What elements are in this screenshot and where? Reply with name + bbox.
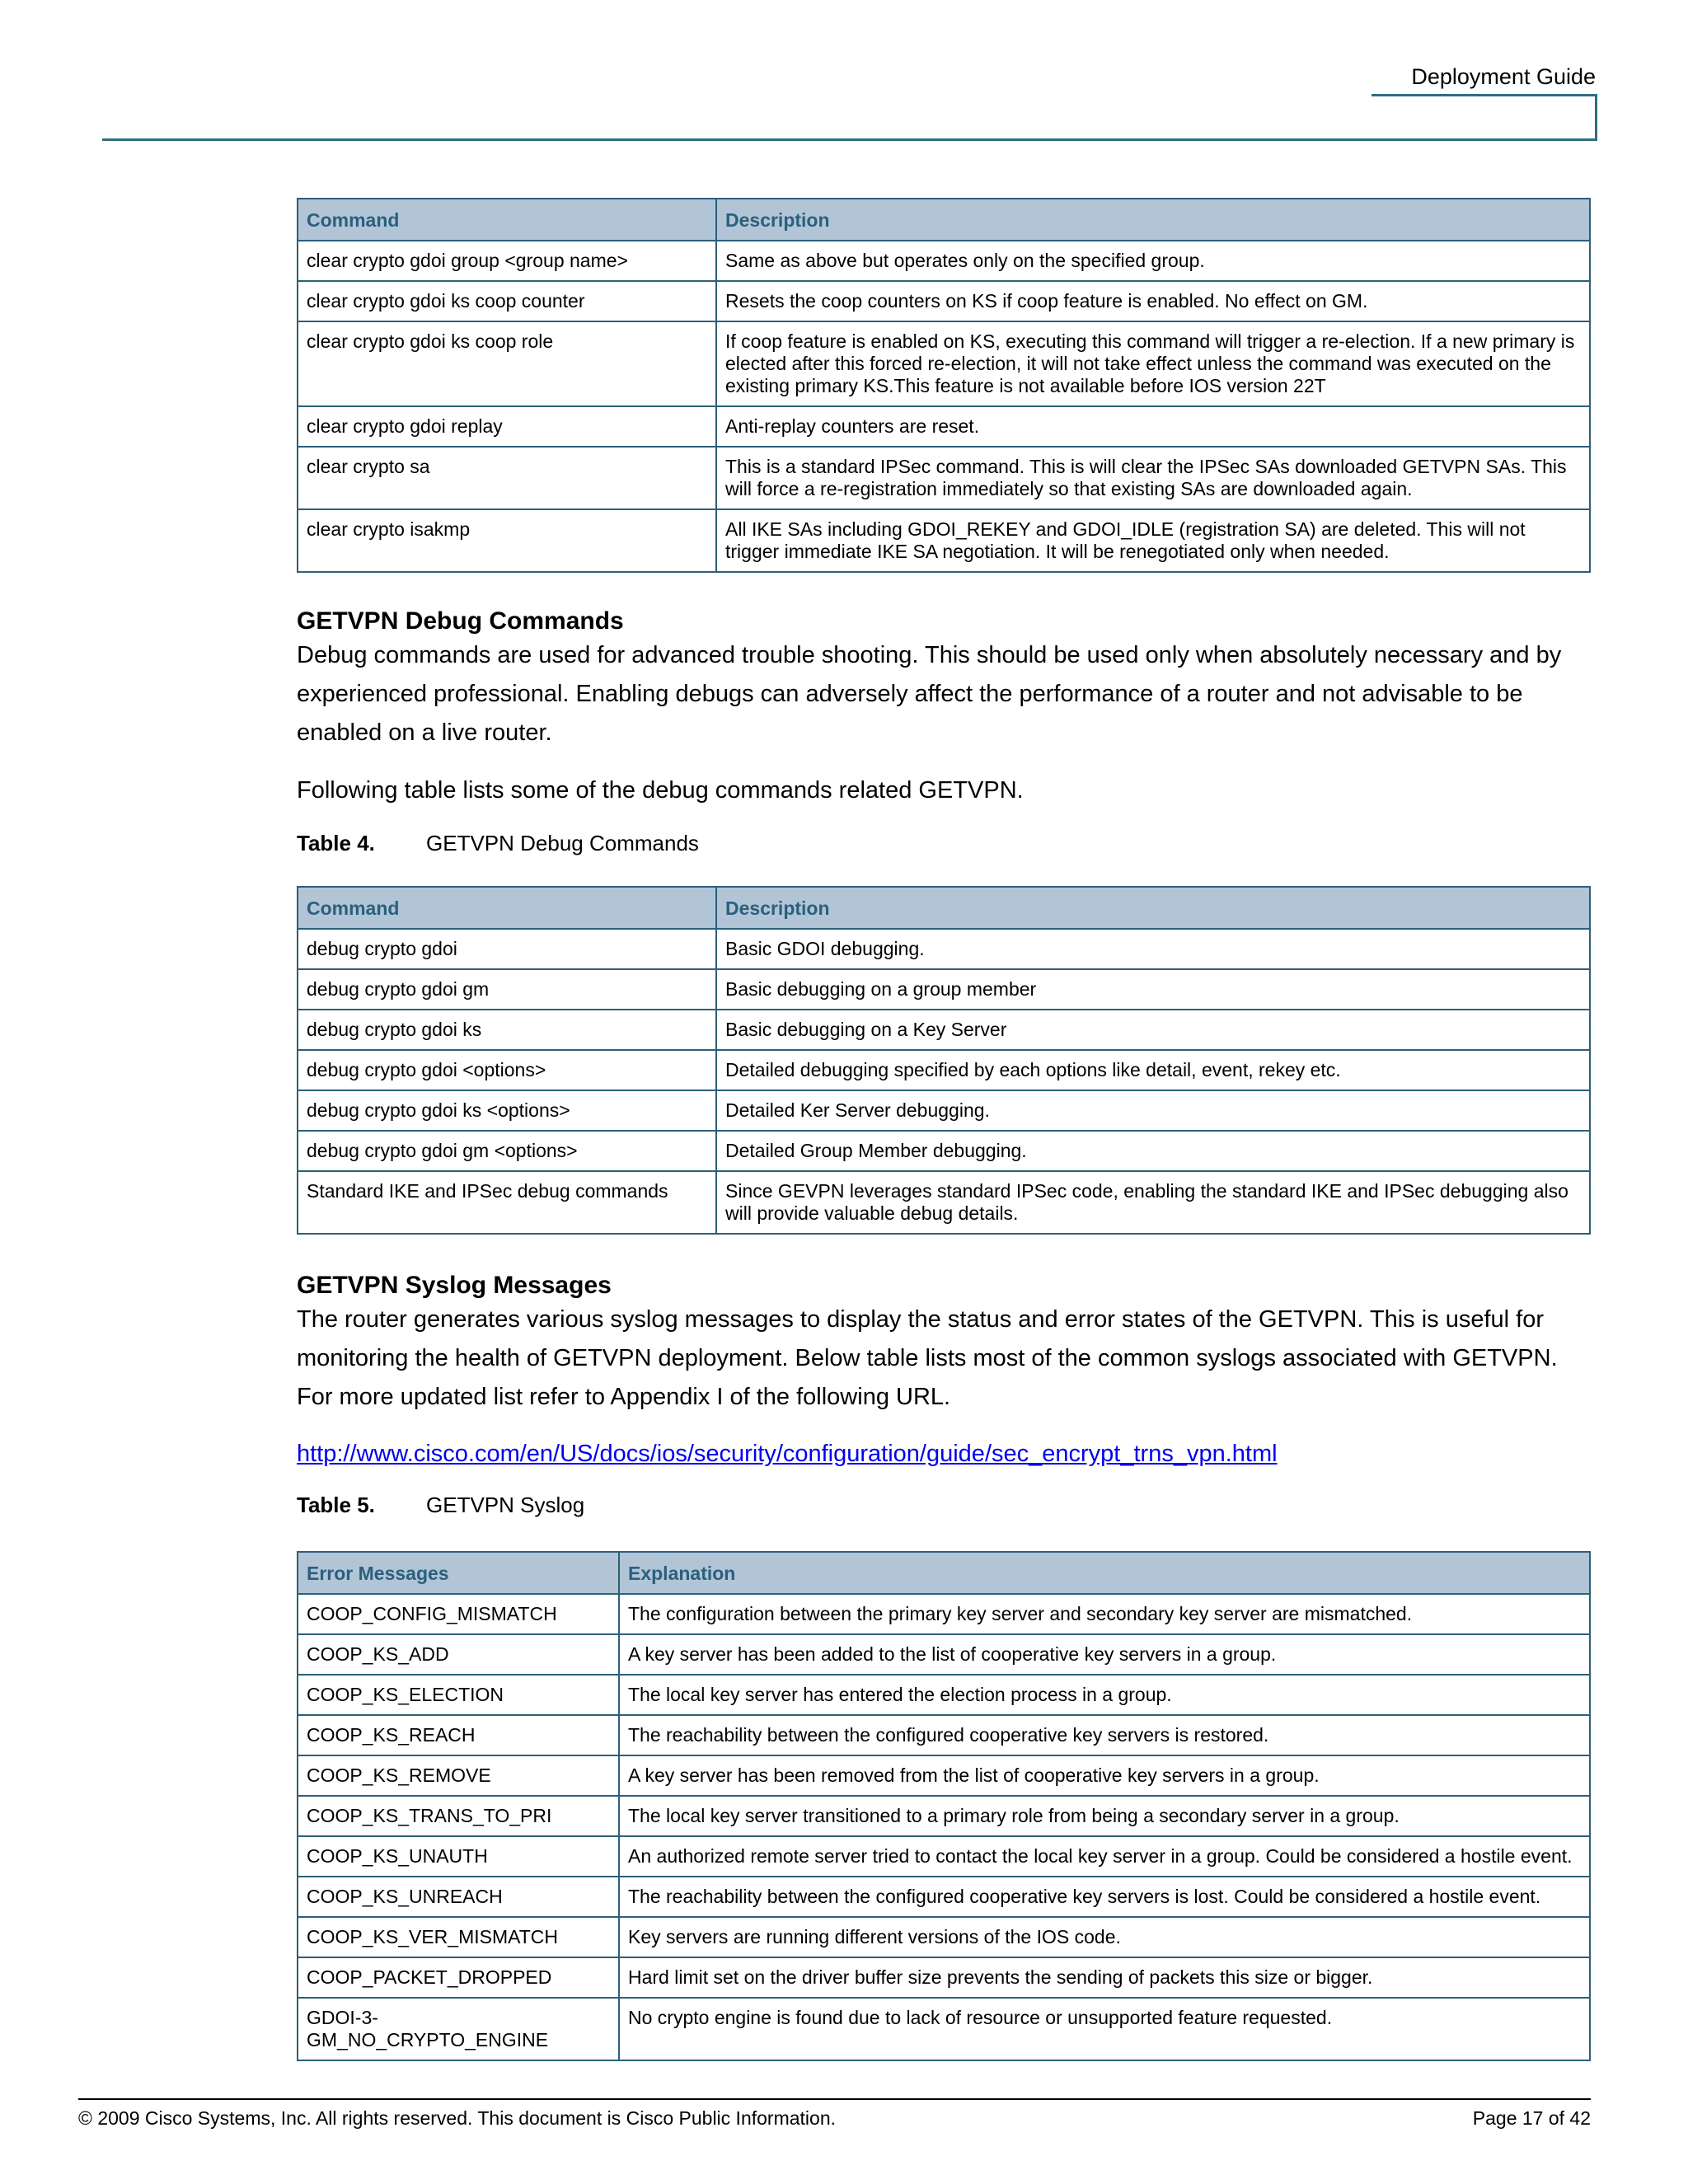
table-row bbox=[298, 1171, 1590, 1234]
description-cell: Resets the coop counters on KS if coop feature is enabled. No effect on GM. bbox=[716, 281, 1590, 321]
footer-copyright: © 2009 Cisco Systems, Inc. All rights reserved. This document is Cisco Public Information. bbox=[78, 2107, 837, 2129]
table-4-caption bbox=[297, 830, 1591, 856]
header-title: Deployment Guide bbox=[1411, 64, 1596, 89]
table-row bbox=[298, 1796, 1590, 1836]
command-cell: clear crypto gdoi ks coop counter bbox=[298, 281, 716, 321]
explanation-cell: A key server has been added to the list of cooperative key servers in a group. bbox=[619, 1634, 1590, 1675]
description-cell: Same as above but operates only on the specified group. bbox=[716, 241, 1590, 281]
table-row bbox=[298, 1675, 1590, 1715]
description-cell: Basic GDOI debugging. bbox=[716, 929, 1590, 969]
description-cell: Since GEVPN leverages standard IPSec code, enabling the standard IKE and IPSec debugging also will provide valuable debug details. bbox=[716, 1171, 1590, 1234]
clear-commands-table-wrap bbox=[297, 198, 1591, 573]
table-row bbox=[298, 509, 1590, 572]
error-message-cell: COOP_KS_UNREACH bbox=[298, 1877, 619, 1917]
description-cell: Detailed debugging specified by each options like detail, event, rekey etc. bbox=[716, 1050, 1590, 1090]
description-cell: Basic debugging on a group member bbox=[716, 969, 1590, 1010]
explanation-cell: The local key server transitioned to a primary role from being a secondary server in a group. bbox=[619, 1796, 1590, 1836]
command-cell: Standard IKE and IPSec debug commands bbox=[298, 1171, 716, 1234]
table-row bbox=[298, 1836, 1590, 1877]
table-row bbox=[298, 1594, 1590, 1634]
table-row bbox=[298, 1634, 1590, 1675]
command-cell: debug crypto gdoi bbox=[298, 929, 716, 969]
table-4-number: Table 4. bbox=[297, 831, 375, 855]
command-cell: debug crypto gdoi ks bbox=[298, 1010, 716, 1050]
table-row bbox=[298, 1090, 1590, 1131]
syslog-section-heading: GETVPN Syslog Messages bbox=[297, 1272, 612, 1299]
explanation-cell: The reachability between the configured cooperative key servers is restored. bbox=[619, 1715, 1590, 1755]
command-cell: clear crypto gdoi group <group name> bbox=[298, 241, 716, 281]
explanation-cell: The reachability between the configured cooperative key servers is lost. Could be considered a hostile event. bbox=[619, 1877, 1590, 1917]
column-header-command: Command bbox=[298, 199, 716, 241]
error-message-cell: COOP_KS_ELECTION bbox=[298, 1675, 619, 1715]
description-cell: Detailed Ker Server debugging. bbox=[716, 1090, 1590, 1131]
error-message-cell: COOP_KS_UNAUTH bbox=[298, 1836, 619, 1877]
command-cell: clear crypto gdoi replay bbox=[298, 406, 716, 447]
command-cell: debug crypto gdoi ks <options> bbox=[298, 1090, 716, 1131]
explanation-cell: An authorized remote server tried to contact the local key server in a group. Could be considered a hostile event. bbox=[619, 1836, 1590, 1877]
error-message-cell: COOP_KS_REACH bbox=[298, 1715, 619, 1755]
table-header-row bbox=[298, 1552, 1590, 1594]
table-row bbox=[298, 406, 1590, 447]
header-tab-rule bbox=[1372, 94, 1597, 96]
header-tab-side-rule bbox=[1595, 94, 1597, 141]
description-cell: Detailed Group Member debugging. bbox=[716, 1131, 1590, 1171]
command-cell: debug crypto gdoi gm <options> bbox=[298, 1131, 716, 1171]
table-5-title: GETVPN Syslog bbox=[426, 1493, 585, 1517]
table-row bbox=[298, 1715, 1590, 1755]
table-row bbox=[298, 1755, 1590, 1796]
syslog-section bbox=[297, 1271, 1591, 1518]
command-cell: debug crypto gdoi <options> bbox=[298, 1050, 716, 1090]
command-cell: clear crypto isakmp bbox=[298, 509, 716, 572]
error-message-cell: GDOI-3-GM_NO_CRYPTO_ENGINE bbox=[298, 1998, 619, 2060]
table-row bbox=[298, 1957, 1590, 1998]
column-header-description: Description bbox=[716, 887, 1590, 929]
column-header-explanation: Explanation bbox=[619, 1552, 1590, 1594]
explanation-cell: The local key server has entered the election process in a group. bbox=[619, 1675, 1590, 1715]
description-cell: This is a standard IPSec command. This is will clear the IPSec SAs downloaded GETVPN SAs. This will force a re-registration immediately so that existing SAs are downloaded again. bbox=[716, 447, 1590, 509]
table-row bbox=[298, 929, 1590, 969]
table-row bbox=[298, 1131, 1590, 1171]
error-message-cell: COOP_PACKET_DROPPED bbox=[298, 1957, 619, 1998]
table-header-row bbox=[298, 887, 1590, 929]
table-row bbox=[298, 321, 1590, 406]
table-5-caption bbox=[297, 1492, 1591, 1518]
cisco-doc-link[interactable]: http://www.cisco.com/en/US/docs/ios/security/configuration/guide/sec_encrypt_trns_vpn.html bbox=[297, 1441, 1278, 1467]
syslog-table-wrap bbox=[297, 1551, 1591, 2061]
error-message-cell: COOP_CONFIG_MISMATCH bbox=[298, 1594, 619, 1634]
table-4-title: GETVPN Debug Commands bbox=[426, 831, 699, 855]
explanation-cell: Hard limit set on the driver buffer size prevents the sending of packets this size or bigger. bbox=[619, 1957, 1590, 1998]
debug-section bbox=[297, 607, 1591, 856]
table-row bbox=[298, 969, 1590, 1010]
debug-section-heading: GETVPN Debug Commands bbox=[297, 607, 624, 635]
syslog-link-row bbox=[297, 1437, 1591, 1470]
table-header-row bbox=[298, 199, 1590, 241]
column-header-command: Command bbox=[298, 887, 716, 929]
table-row bbox=[298, 1917, 1590, 1957]
description-cell: If coop feature is enabled on KS, executing this command will trigger a re-election. If a new primary is elected after this forced re-election, it will not take effect unless the command was executed on the existing primary KS.This feature is not available before IOS version 22T bbox=[716, 321, 1590, 406]
description-cell: All IKE SAs including GDOI_REKEY and GDOI_IDLE (registration SA) are deleted. This will not trigger immediate IKE SA negotiation. It will be renegotiated only when needed. bbox=[716, 509, 1590, 572]
footer-rule bbox=[78, 2098, 1591, 2100]
debug-table-wrap bbox=[297, 886, 1591, 1235]
syslog-paragraph: The router generates various syslog messages to display the status and error states of the GETVPN. This is useful for monitoring the health of GETVPN deployment. Below table lists most of the common syslogs associated with GETVPN. For more updated list refer to Appendix I of the following URL. bbox=[297, 1306, 1558, 1410]
description-cell: Anti-replay counters are reset. bbox=[716, 406, 1590, 447]
description-cell: Basic debugging on a Key Server bbox=[716, 1010, 1590, 1050]
debug-table-intro: Following table lists some of the debug commands related GETVPN. bbox=[297, 777, 1024, 804]
syslog-table bbox=[297, 1551, 1591, 2061]
explanation-cell: No crypto engine is found due to lack of resource or unsupported feature requested. bbox=[619, 1998, 1590, 2060]
table-row bbox=[298, 1877, 1590, 1917]
footer-page-number: Page 17 of 42 bbox=[1472, 2107, 1591, 2129]
debug-paragraph: Debug commands are used for advanced trouble shooting. This should be used only when absolutely necessary and by experienced professional. Enabling debugs can adversely affect the performance of a router and not advisable to be enabled on a live router. bbox=[297, 642, 1562, 746]
table-row bbox=[298, 281, 1590, 321]
header-rule bbox=[102, 138, 1597, 141]
explanation-cell: A key server has been removed from the list of cooperative key servers in a group. bbox=[619, 1755, 1590, 1796]
explanation-cell: The configuration between the primary key server and secondary key server are mismatched. bbox=[619, 1594, 1590, 1634]
table-row bbox=[298, 1010, 1590, 1050]
command-cell: debug crypto gdoi gm bbox=[298, 969, 716, 1010]
error-message-cell: COOP_KS_TRANS_TO_PRI bbox=[298, 1796, 619, 1836]
clear-commands-table bbox=[297, 198, 1591, 573]
column-header-description: Description bbox=[716, 199, 1590, 241]
table-row bbox=[298, 1998, 1590, 2060]
table-row bbox=[298, 447, 1590, 509]
table-5-number: Table 5. bbox=[297, 1493, 375, 1517]
error-message-cell: COOP_KS_ADD bbox=[298, 1634, 619, 1675]
debug-commands-table bbox=[297, 886, 1591, 1235]
table-row bbox=[298, 1050, 1590, 1090]
command-cell: clear crypto sa bbox=[298, 447, 716, 509]
table-row bbox=[298, 241, 1590, 281]
explanation-cell: Key servers are running different versions of the IOS code. bbox=[619, 1917, 1590, 1957]
command-cell: clear crypto gdoi ks coop role bbox=[298, 321, 716, 406]
error-message-cell: COOP_KS_REMOVE bbox=[298, 1755, 619, 1796]
column-header-error-messages: Error Messages bbox=[298, 1552, 619, 1594]
error-message-cell: COOP_KS_VER_MISMATCH bbox=[298, 1917, 619, 1957]
